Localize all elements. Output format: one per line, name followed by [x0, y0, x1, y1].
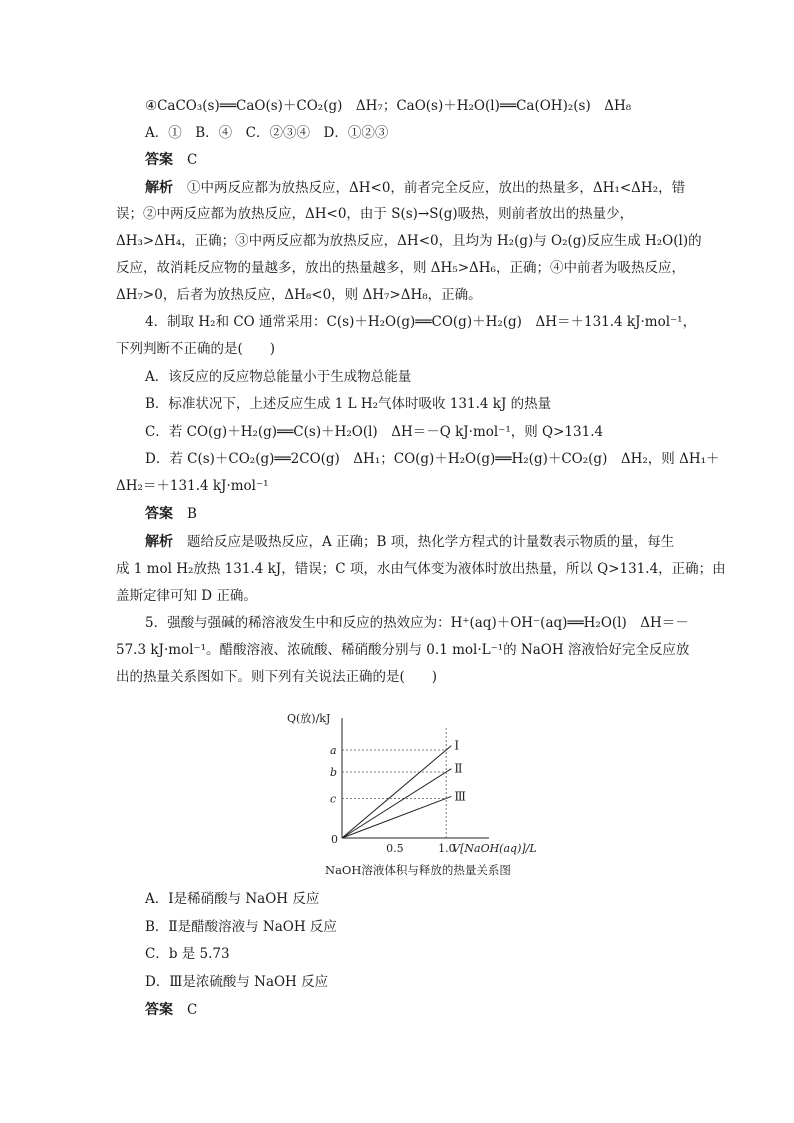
series-label: Ⅲ: [454, 789, 466, 804]
option-c: C．若 CO(g)＋H₂(g)══C(s)＋H₂O(l) ΔH＝－Q kJ·mol⁻¹，则 Q>131.4: [145, 424, 604, 440]
option-c: C．b 是 5.73: [145, 946, 230, 962]
series-line: [342, 769, 451, 838]
answer-line: [145, 1001, 197, 1019]
answer-label: 答案: [145, 1002, 173, 1018]
origin-label: 0: [331, 833, 338, 846]
analysis-text: 误；②中两反应都为放热反应，ΔH<0，由于 S(s)→S(g)吸热，则前者放出的热量少，: [116, 206, 634, 222]
option-a: A．Ⅰ是稀硝酸与 NaOH 反应: [145, 891, 320, 907]
answer-line: [145, 505, 197, 523]
answer-value: C: [187, 152, 198, 168]
analysis-line: [145, 533, 674, 551]
answer-value: B: [187, 506, 197, 522]
analysis-label: 解析: [145, 534, 173, 550]
heat-volume-chart: [280, 705, 540, 880]
option-b: B．标准状况下，上述反应生成 1 L H₂气体时吸收 131.4 kJ 的热量: [145, 396, 552, 412]
series-line: [342, 746, 451, 838]
y-tick-label: a: [330, 744, 337, 757]
chart-caption: NaOH溶液体积与释放的热量关系图: [325, 863, 511, 877]
analysis-label: 解析: [145, 180, 173, 196]
answer-line: [145, 151, 197, 169]
series-label: Ⅱ: [454, 761, 463, 776]
option-a: A．该反应的反应物总能量小于生成物总能量: [145, 369, 412, 385]
x-tick-label: 0.5: [386, 842, 404, 855]
question-5: 5．强酸与强碱的稀溶液发生中和反应的热效应为：H⁺(aq)＋OH⁻(aq)══H₂O(l) ΔH＝－: [145, 615, 689, 631]
option-b: B．Ⅱ是醋酸溶液与 NaOH 反应: [145, 919, 337, 935]
analysis-text: ΔH₃>ΔH₄，正确；③中两反应都为放热反应，ΔH<0，且均为 H₂(g)与 O₂(g)反应生成 H₂O(l)的: [116, 233, 702, 249]
answer-label: 答案: [145, 506, 173, 522]
question-4-prompt: 下列判断不正确的是( ): [116, 341, 276, 357]
chart-svg: [280, 705, 540, 880]
analysis-text: ΔH₇>0，后者为放热反应，ΔH₈<0，则 ΔH₇>ΔH₈，正确。: [116, 287, 482, 303]
answer-choices: A．① B．④ C．②③④ D．①②③: [145, 125, 389, 141]
analysis-line: [145, 179, 685, 197]
analysis-text: ①中两反应都为放热反应，ΔH<0，前者完全反应，放出的热量多，ΔH₁<ΔH₂，错: [187, 180, 686, 196]
y-tick-label: c: [330, 792, 337, 806]
analysis-text: 盖斯定律可知 D 正确。: [116, 588, 257, 604]
option-d: D．若 C(s)＋CO₂(g)══2CO(g) ΔH₁；CO(g)＋H₂O(g)══H₂(g)＋CO₂(g) ΔH₂，则 ΔH₁＋: [145, 451, 720, 467]
x-tick-label: 1.0: [438, 842, 456, 855]
option-4-equation: ④CaCO₃(s)══CaO(s)＋CO₂(g) ΔH₇；CaO(s)＋H₂O(l)══Ca(OH)₂(s) ΔH₈: [145, 98, 632, 114]
question-5-text: 57.3 kJ·mol⁻¹。醋酸溶液、浓硫酸、稀硝酸分别与 0.1 mol·L⁻¹的 NaOH 溶液恰好完全反应放: [116, 642, 690, 658]
series-line: [342, 796, 451, 838]
answer-value: C: [187, 1002, 198, 1018]
question-5-prompt: 出的热量关系图如下。则下列有关说法正确的是( ): [116, 669, 438, 685]
option-d: D．Ⅲ是浓硫酸与 NaOH 反应: [145, 974, 329, 990]
y-tick-label: b: [330, 766, 338, 779]
y-axis-label: Q(放)/kJ: [287, 712, 331, 725]
answer-label: 答案: [145, 152, 173, 168]
analysis-text: 反应，故消耗反应物的量越多，放出的热量越多，则 ΔH₅>ΔH₆，正确；④中前者为吸热反应，: [116, 260, 685, 276]
analysis-text: 题给反应是吸热反应，A 正确；B 项，热化学方程式的计量数表示物质的量，每生: [187, 534, 675, 550]
question-4: 4．制取 H₂和 CO 通常采用：C(s)＋H₂O(g)══CO(g)＋H₂(g) ΔH＝＋131.4 kJ·mol⁻¹，: [145, 314, 697, 330]
series-label: Ⅰ: [454, 738, 460, 753]
analysis-text: 成 1 mol H₂放热 131.4 kJ，错误；C 项，水由气体变为液体时放出热量，所以 Q>131.4，正确；由: [116, 561, 726, 577]
option-d-cont: ΔH₂＝＋131.4 kJ·mol⁻¹: [116, 478, 269, 494]
x-axis-label: V[NaOH(aq)]/L: [452, 842, 537, 855]
